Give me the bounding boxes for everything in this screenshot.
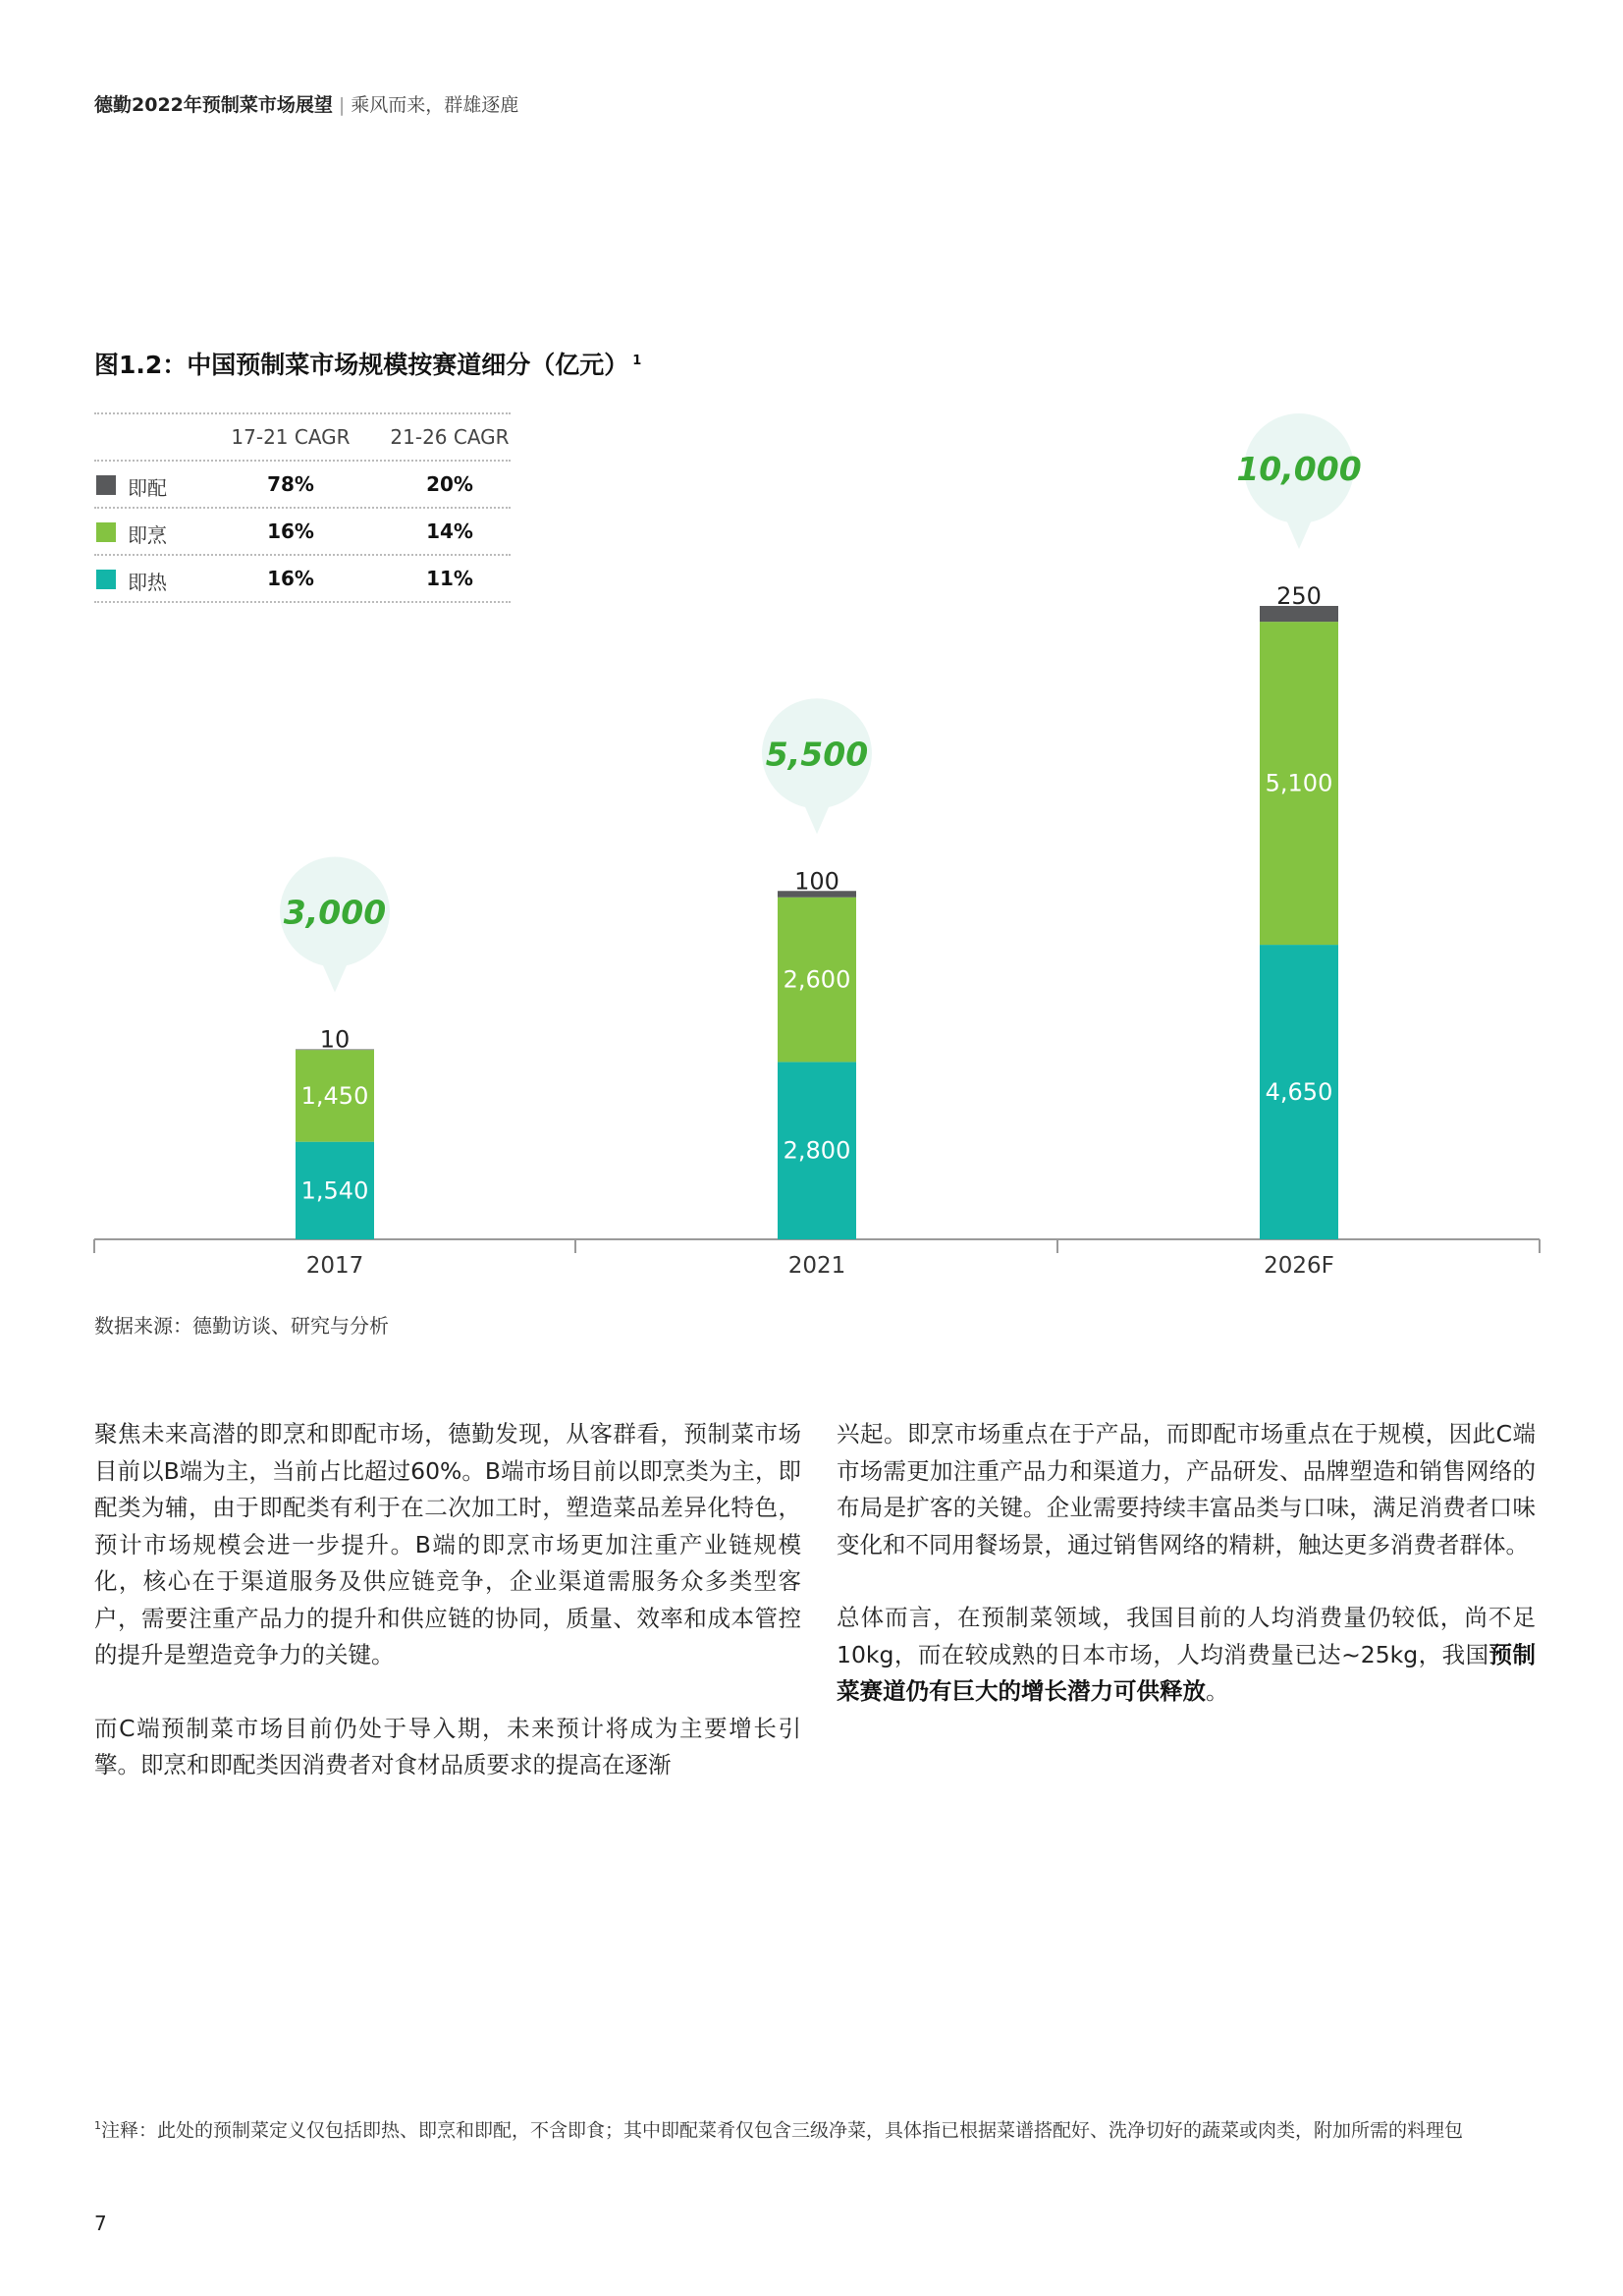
- bar-value-label: 4,650: [1265, 1078, 1333, 1107]
- footnote-text: 注释：此处的预制菜定义仅包括即热、即烹和即配，不含即食；其中即配菜肴仅包含三级净菜，具体指已根据菜谱搭配好、洗净切好的蔬菜或肉类，附加所需的料理包: [101, 2119, 1464, 2142]
- report-subtitle: 乘风而来，群雄逐鹿: [351, 94, 519, 116]
- page-number: 7: [94, 2212, 107, 2235]
- figure-footnote-mark: 1: [632, 353, 642, 368]
- footnote-mark: 1: [94, 2119, 101, 2132]
- bar-value-label: 250: [1276, 582, 1322, 610]
- legend-col2-header: 21-26 CAGR: [390, 425, 510, 449]
- bar-value-label: 100: [794, 867, 839, 896]
- bar-value-label: 2,600: [783, 965, 851, 994]
- body-paragraph: 兴起。即烹市场重点在于产品，而即配市场重点在于规模，因此C端市场需更加注重产品力和渠道力，产品研发、品牌塑造和销售网络的布局是扩客的关键。企业需要持续丰富品类与口味，满足消费者口味变化和不同用餐场景，通过销售网络的精耕，触达更多消费者群体。: [837, 1420, 1536, 1558]
- x-axis-category-label: 2021: [787, 1253, 846, 1279]
- bar-value-label: 5,100: [1265, 769, 1333, 797]
- data-source: 数据来源：德勤访谈、研究与分析: [94, 1314, 389, 1338]
- header-separator: |: [338, 94, 346, 116]
- legend-label-jipei: 即配: [128, 476, 167, 500]
- legend-cagr2-jipeng: 14%: [426, 519, 473, 543]
- body-left-column: [94, 1416, 801, 1821]
- total-bubble-pointer: [1285, 518, 1313, 549]
- total-value-label: 3,000: [283, 893, 387, 932]
- conclusion-text: 总体而言，在预制菜领域，我国目前的人均消费量仍较低，尚不足10kg，而在较成熟的日本市场，人均消费量已达~25kg，我国: [837, 1604, 1536, 1668]
- total-value-label: 10,000: [1236, 450, 1362, 488]
- body-paragraph: 聚焦未来高潜的即烹和即配市场，德勤发现，从客群看，预制菜市场目前以B端为主，当前占比超过60%。B端市场目前以即烹类为主，即配类为辅，由于即配类有利于在二次加工时，塑造菜品差异化特色，预计市场规模会进一步提升。B端的即烹市场更加注重产业链规模化，核心在于渠道服务及供应链竞争，企业渠道需服务众多类型客户，需要注重产品力的提升和供应链的协同，质量、效率和成本管控的提升是塑造竞争力的关键。: [94, 1420, 801, 1668]
- legend-col1-header: 17-21 CAGR: [231, 425, 351, 449]
- footnote: [94, 2111, 1528, 2145]
- report-title: 德勤2022年预制菜市场展望: [94, 94, 333, 116]
- bar-value-label: 1,450: [300, 1081, 369, 1110]
- x-axis-category-label: 2017: [305, 1253, 364, 1279]
- conclusion-highlight: 预制菜赛道仍有巨大的增长潜力可供释放: [837, 1640, 1536, 1705]
- body-right-column: [837, 1416, 1536, 1747]
- legend-cagr2-jire: 11%: [426, 567, 473, 590]
- figure-title-text: 图1.2：中国预制菜市场规模按赛道细分（亿元）: [94, 351, 629, 379]
- legend-label-jire: 即热: [128, 571, 167, 594]
- total-bubble-pointer: [321, 961, 349, 993]
- x-axis-category-label: 2026F: [1264, 1253, 1334, 1279]
- legend-cagr2-jipei: 20%: [426, 472, 473, 496]
- bar-value-label: 2,800: [783, 1136, 851, 1165]
- total-value-label: 5,500: [765, 735, 869, 774]
- body-paragraph-conclusion: [837, 1600, 1536, 1711]
- conclusion-end: 。: [1206, 1677, 1229, 1705]
- legend-label-jipeng: 即烹: [128, 523, 167, 547]
- legend-cagr1-jire: 16%: [267, 567, 314, 590]
- bar-value-label: 1,540: [300, 1176, 369, 1205]
- total-bubble-pointer: [803, 802, 831, 834]
- legend-cagr1-jipeng: 16%: [267, 519, 314, 543]
- body-paragraph: 而C端预制菜市场目前仍处于导入期，未来预计将成为主要增长引擎。即烹和即配类因消费者对食材品质要求的提高在逐渐: [94, 1714, 801, 1778]
- bar-value-label: 10: [319, 1025, 351, 1054]
- legend-cagr1-jipei: 78%: [267, 472, 314, 496]
